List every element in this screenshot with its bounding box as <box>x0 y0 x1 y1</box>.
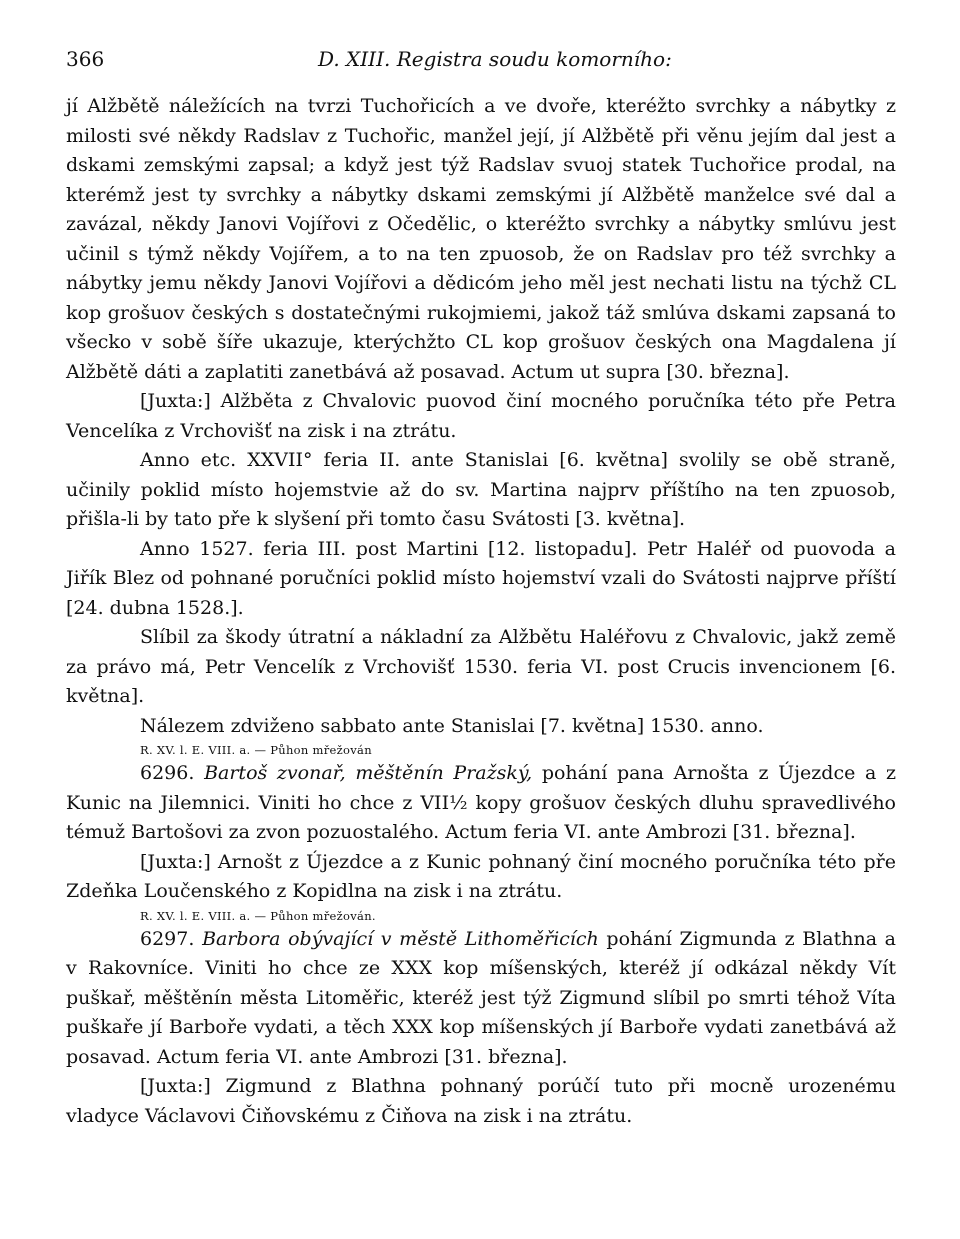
page-number: 366 <box>66 47 105 71</box>
paragraph: [Juxta:] Zigmund z Blathna pohnaný porúčí tuto při mocně urozenému vladyce Václavovi Čiňovskému z Čiňova na zisk i na ztrátu. <box>66 1075 896 1127</box>
paragraph: Nálezem zdviženo sabbato ante Stanislai [7. května] 1530. anno. <box>140 714 764 737</box>
paragraph: jí Alžbětě náležících na tvrzi Tuchořicích a ve dvoře, kteréžto svrchky a nábytky z milosti své někdy Radslav z Tuchořic, manžel její, jí Alžbětě při věnu jejím dal jest a dskami zemskými zapsal; a když jest týž Radslav svuoj statek Tuchořice prodal, na kterémž jest ty svrchky a nábytky dskami zemskými jí Alžbětě manželce své dal a zavázal, někdy Janovi Vojířovi z Očedělic, o kteréžto svrchky a nábytky smlúvu jest učinil s týmž někdy Vojířem, a to na ten zpuosob, že on Radslav pro též svrchky a nábytky jemu někdy Janovi Vojířovi a dědicóm jeho měl jest nechati listu na týchž CL kop grošuov českých s dostatečnými rukojmiemi, jakož táž smlúva dskami zapsaná to všecko v sobě šíře ukazuje, kterýchžto CL kop grošuov českých ona Magdalena jí Alžbětě dáti a zaplatiti zanetbává až posavad. Actum ut supra [30. března]. <box>66 95 896 383</box>
entry-number: 6296. <box>140 762 195 784</box>
body-text <box>66 92 896 1131</box>
entry-text: pohání pana Arnošta z Újezdce a z Kunic na Jilemnici. Viniti ho chce z VII½ kopy grošuov českých dluhu spravedlivého témuž Bartošovi za zvon pozuostalého. Actum feria VI. ante Ambrozi [31. března]. <box>66 762 896 843</box>
paragraph: [Juxta:] Alžběta z Chvalovic puovod činí mocného poručníka této pře Petra Vencelíka z Vrchovišť na zisk i na ztrátu. <box>66 390 896 442</box>
entry-title: Bartoš zvonař, měštěnín Pražský, <box>204 762 533 784</box>
entry-title: Barbora obývající v městě Lithoměřicích <box>202 927 599 950</box>
running-head: D. XIII. Registra soudu komorního: <box>318 47 672 71</box>
page-header <box>66 44 896 74</box>
source-note: R. XV. l. E. VIII. a. — Půhon mřežován. <box>140 908 376 923</box>
source-note: R. XV. l. E. VIII. a. — Půhon mřežován <box>140 743 372 757</box>
paragraph: Anno etc. XXVII° feria II. ante Stanislai [6. května] svolily se obě straně, učinily poklid místo hojemstvie až do sv. Martina najprv příštího na ten zpuosob, přišla-li by tato pře k slyšení při tomto času Svátosti [3. května]. <box>66 449 896 530</box>
document-page <box>66 44 896 1131</box>
paragraph: [Juxta:] Arnošt z Újezdce a z Kunic pohnaný činí mocného poručníka této pře Zdeňka Loučenského z Kopidlna na zisk i na ztrátu. <box>66 850 896 902</box>
entry-number: 6297. <box>140 927 195 950</box>
entry-text: pohání Zigmunda z Blathna a v Rakovníce. Viniti ho chce ze XXX kop míšenských, kteréž jí odkázal někdy Vít puškař, měštěnín města Litoměřic, kteréž jest týž Zigmund slíbil po smrti téhož Víta puškaře jí Barboře vydati, a těch XXX kop míšenských jí Barboře vydati zanetbává až posavad. Actum feria VI. ante Ambrozi [31. března]. <box>66 927 897 1068</box>
entry-6297 <box>66 925 896 1073</box>
entry-6296 <box>66 759 896 848</box>
paragraph: Slíbil za škody útratní a nákladní za Alžbětu Haléřovu z Chvalovic, jakž země za právo má, Petr Vencelík z Vrchovišť 1530. feria VI. post Crucis invencionem [6. května]. <box>66 626 896 707</box>
paragraph: Anno 1527. feria III. post Martini [12. listopadu]. Petr Haléř od puovoda a Jiřík Blez od pohnané poručníci poklid místo hojemství vzali do Svátosti najprve příští [24. dubna 1528.]. <box>66 537 896 619</box>
